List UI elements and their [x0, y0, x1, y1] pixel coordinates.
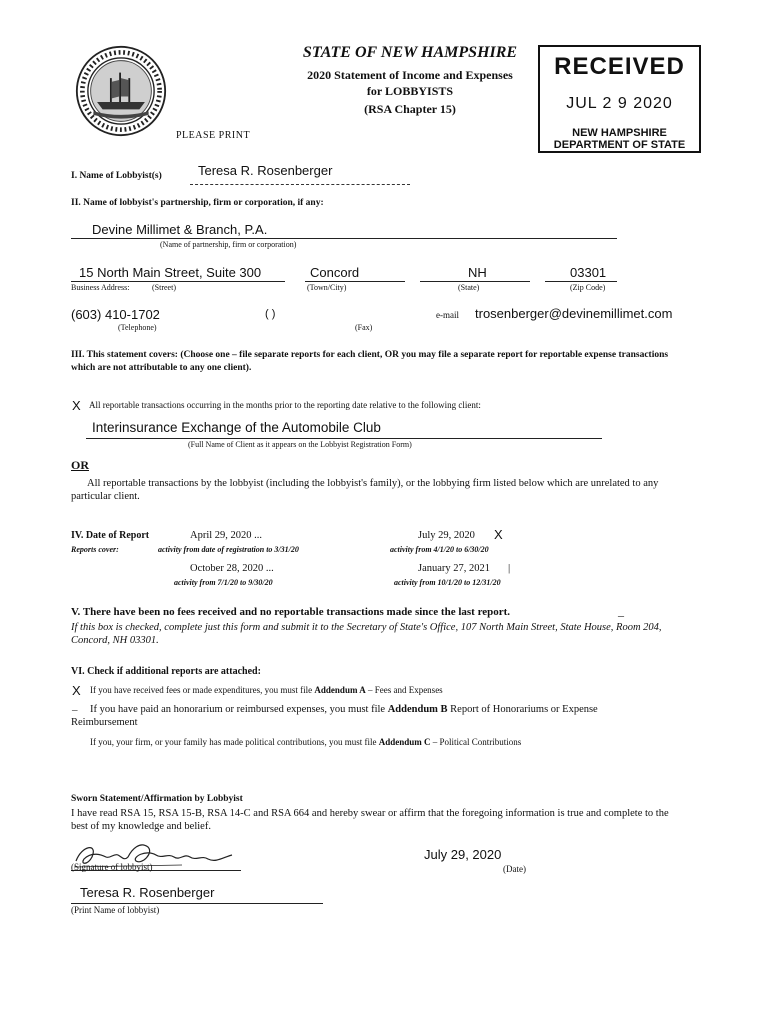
- report-date-4-mark[interactable]: |: [508, 562, 511, 574]
- firm-caption: (Name of partnership, firm or corporation): [160, 240, 297, 249]
- reports-cover-label: Reports cover:: [71, 545, 119, 554]
- option1-checkbox[interactable]: X: [72, 398, 81, 413]
- zip-caption: (Zip Code): [570, 283, 606, 292]
- report-date-1[interactable]: April 29, 2020 ...: [190, 530, 263, 541]
- addendum-b-checkbox[interactable]: _: [72, 700, 78, 712]
- report-date-3[interactable]: October 28, 2020 ...: [190, 563, 274, 574]
- or-label: OR: [71, 458, 89, 472]
- lobbyist-name-field[interactable]: Teresa R. Rosenberger: [198, 163, 333, 178]
- fax-caption: (Fax): [355, 323, 373, 332]
- form-chapter: (RSA Chapter 15): [364, 102, 456, 116]
- date-caption: (Date): [503, 864, 526, 874]
- please-print-label: PLEASE PRINT: [176, 130, 251, 141]
- firm-name-field[interactable]: Devine Millimet & Branch, P.A.: [92, 222, 268, 237]
- report-date-4[interactable]: January 27, 2021: [418, 563, 491, 574]
- section4-label: IV. Date of Report: [71, 530, 150, 541]
- addendum-a-text: If you have received fees or made expenditures, you must file Addendum A – Fees and Expenses: [90, 685, 443, 695]
- form-state-title: STATE OF NEW HAMPSHIRE: [302, 44, 518, 61]
- stamp-line-2: DEPARTMENT OF STATE: [553, 139, 686, 151]
- form-statement-title: 2020 Statement of Income and Expenses: [307, 68, 513, 82]
- email-label: e-mail: [436, 310, 459, 320]
- sworn-date-field[interactable]: July 29, 2020: [424, 847, 502, 862]
- report-date-3-covers: activity from 7/1/20 to 9/30/20: [174, 578, 273, 587]
- sworn-heading: Sworn Statement/Affirmation by Lobbyist: [71, 794, 243, 804]
- option2-text: All reportable transactions by the lobbyist (including the lobbyist's family), or the lobbying firm listed below which are unrelated to any particular client.: [71, 478, 659, 502]
- client-name-field[interactable]: Interinsurance Exchange of the Automobile Club: [92, 420, 381, 435]
- state-seal-image: [75, 45, 167, 137]
- section5-note: If this box is checked, complete just this form and submit it to the Secretary of State's Office, 107 North Main Street, State House, Room 204, Concord, NH 03301.: [71, 622, 662, 646]
- addendum-a-checkbox[interactable]: X: [72, 683, 81, 698]
- phone-caption: (Telephone): [118, 323, 157, 332]
- section2-label: II. Name of lobbyist's partnership, firm or corporation, if any:: [71, 198, 324, 208]
- city-caption: (Town/City): [307, 283, 347, 292]
- state-field[interactable]: NH: [468, 265, 487, 280]
- received-stamp: [538, 45, 701, 153]
- street-caption: (Street): [152, 283, 176, 292]
- stamp-line-1: NEW HAMPSHIRE: [572, 127, 667, 139]
- print-name-field[interactable]: Teresa R. Rosenberger: [80, 885, 215, 900]
- addendum-c-text: If you, your firm, or your family has made political contributions, you must file Addendum C – Political Contributions: [90, 737, 522, 747]
- section1-label: I. Name of Lobbyist(s): [71, 171, 162, 181]
- stamp-date: JUL 2 9 2020: [566, 95, 673, 112]
- zip-field[interactable]: 03301: [570, 265, 607, 280]
- city-field[interactable]: Concord: [310, 265, 360, 280]
- street-field[interactable]: 15 North Main Street, Suite 300: [79, 265, 262, 280]
- addendum-b-text: If you have paid an honorarium or reimbursed expenses, you must file Addendum B Report of Honorariums or Expense Reimbursement: [71, 704, 598, 728]
- phone-field[interactable]: (603) 410-1702: [71, 307, 160, 322]
- client-caption: (Full Name of Client as it appears on the Lobbyist Registration Form): [188, 440, 412, 449]
- section3-text: III. This statement covers: (Choose one – file separate reports for each client, OR you may file a separate report for reportable expense transactions which are not attributable to any one client).: [71, 350, 669, 373]
- section5-checkbox[interactable]: _: [618, 604, 624, 618]
- section5-heading: V. There have been no fees received and no reportable transactions made since the last report.: [71, 606, 511, 618]
- print-name-caption: (Print Name of lobbyist): [71, 905, 160, 915]
- email-field[interactable]: trosenberger@devinemillimet.com: [475, 306, 673, 321]
- business-address-caption: Business Address:: [71, 283, 130, 292]
- signature-caption: (Signature of lobbyist): [71, 862, 153, 872]
- fax-field[interactable]: ( ): [265, 308, 276, 320]
- option1-text: All reportable transactions occurring in the months prior to the reporting date relative to the following client:: [89, 400, 481, 410]
- stamp-title: RECEIVED: [554, 53, 685, 80]
- state-caption: (State): [458, 283, 480, 292]
- report-date-2[interactable]: July 29, 2020: [418, 530, 475, 541]
- section6-heading: VI. Check if additional reports are attached:: [71, 666, 261, 677]
- sworn-text: I have read RSA 15, RSA 15-B, RSA 14-C and RSA 664 and hereby swear or affirm that the foregoing information is true and complete to the best of my knowledge and belief.: [71, 808, 669, 832]
- report-date-1-covers: activity from date of registration to 3/31/20: [158, 545, 299, 554]
- report-date-2-mark[interactable]: X: [494, 527, 503, 542]
- report-date-2-covers: activity from 4/1/20 to 6/30/20: [390, 545, 489, 554]
- report-date-4-covers: activity from 10/1/20 to 12/31/20: [394, 578, 501, 587]
- form-for-lobbyists: for LOBBYISTS: [366, 84, 454, 98]
